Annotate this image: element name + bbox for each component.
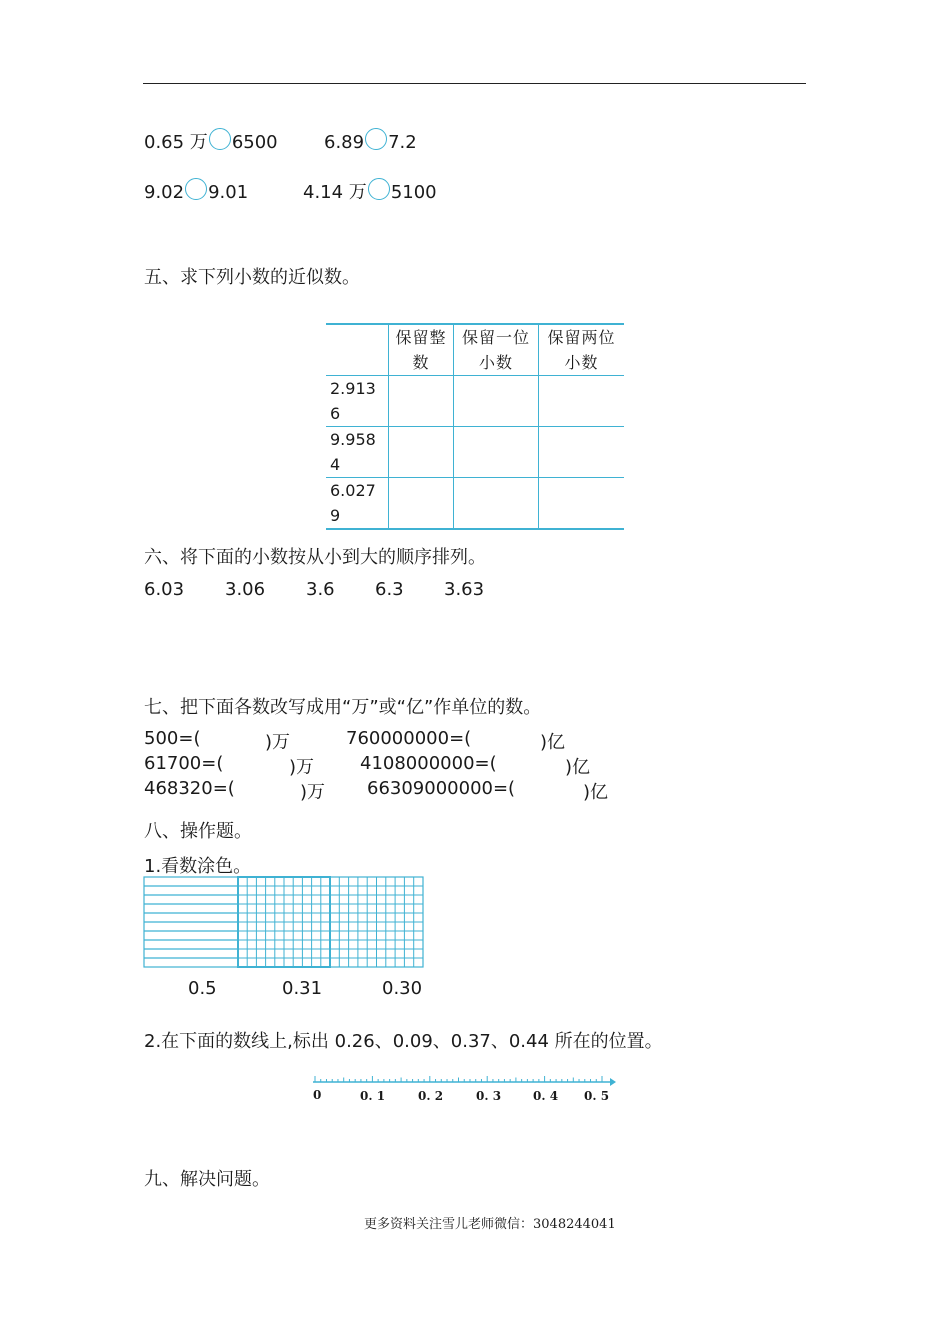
tick-label: 0. 2 [418,1089,444,1103]
rewrite-item: 468320=( [144,778,235,799]
question-1: 1.看数涂色。 [144,856,252,877]
table-row [326,427,624,478]
answer-cell[interactable] [539,427,625,478]
table-row [326,478,624,530]
row-number: 6.027 9 [326,478,389,530]
decimal-number: 3.06 [225,579,266,600]
answer-cell[interactable] [454,427,539,478]
rewrite-unit: )万 [289,757,315,778]
decimal-number: 6.3 [375,579,404,600]
compare-right: 7.2 [388,132,417,153]
tick-label: 0. 1 [360,1089,386,1103]
table-row [326,376,624,427]
rewrite-unit: )亿 [583,782,609,803]
grid-label: 0.30 [382,978,423,999]
compare-right: 5100 [390,182,437,203]
answer-cell[interactable] [389,478,454,530]
compare-item [144,128,278,154]
rewrite-unit: )万 [300,782,326,803]
table-corner [326,324,389,376]
answer-cell[interactable] [389,376,454,427]
compare-circle[interactable] [368,178,390,200]
rewrite-item: 760000000=( [346,728,472,749]
rewrite-item: 500=( [144,728,201,749]
section8-title: 八、操作题。 [144,821,252,842]
answer-cell[interactable] [454,376,539,427]
rewrite-unit: )亿 [565,757,591,778]
compare-right: 6500 [231,132,278,153]
tick-label: 0. 3 [476,1089,502,1103]
compare-circle[interactable] [185,178,207,200]
rewrite-unit: )亿 [540,732,566,753]
footer-note: 更多资料关注雪儿老师微信：3048244041 [364,1217,616,1232]
decimal-number: 6.03 [144,579,185,600]
answer-cell[interactable] [454,478,539,530]
answer-cell[interactable] [539,376,625,427]
compare-right: 9.01 [208,182,249,203]
arrow-icon [610,1078,616,1086]
tick-label: 0. 4 [533,1089,559,1103]
rewrite-item: 61700=( [144,753,224,774]
grid-label: 0.31 [282,978,323,999]
top-rule [143,83,806,84]
tick-label: 0. 5 [584,1089,610,1103]
compare-item [324,128,417,153]
decimal-number: 3.63 [444,579,485,600]
row-number: 2.913 6 [326,376,389,427]
section7-title: 七、把下面各数改写成用“万”或“亿”作单位的数。 [144,697,542,718]
approx-table [326,323,624,530]
compare-circle[interactable] [209,128,231,150]
section6-title: 六、将下面的小数按从小到大的顺序排列。 [144,547,486,568]
rewrite-item: 4108000000=( [360,753,497,774]
header-one-decimal: 保留一位 小数 [454,324,539,376]
compare-circle[interactable] [365,128,387,150]
grid-label: 0.5 [188,978,217,999]
answer-cell[interactable] [389,427,454,478]
compare-left: 0.65 万 [144,132,208,153]
row-number: 9.958 4 [326,427,389,478]
header-integer: 保留整 数 [389,324,454,376]
compare-item [144,178,248,203]
tick-label: 0 [313,1088,322,1102]
section9-title: 九、解决问题。 [144,1169,270,1190]
question-2: 2.在下面的数线上,标出 0.26、0.09、0.37、0.44 所在的位置。 [144,1031,663,1052]
section5-title: 五、求下列小数的近似数。 [144,267,360,288]
compare-left: 4.14 万 [303,182,367,203]
rewrite-unit: )万 [265,732,291,753]
compare-item [303,178,437,204]
coloring-grids[interactable] [143,876,425,968]
decimal-number: 3.6 [306,579,335,600]
answer-cell[interactable] [539,478,625,530]
header-two-decimal: 保留两位 小数 [539,324,625,376]
compare-left: 6.89 [324,132,365,153]
number-line[interactable] [308,1070,620,1110]
rewrite-item: 66309000000=( [367,778,516,799]
compare-left: 9.02 [144,182,185,203]
